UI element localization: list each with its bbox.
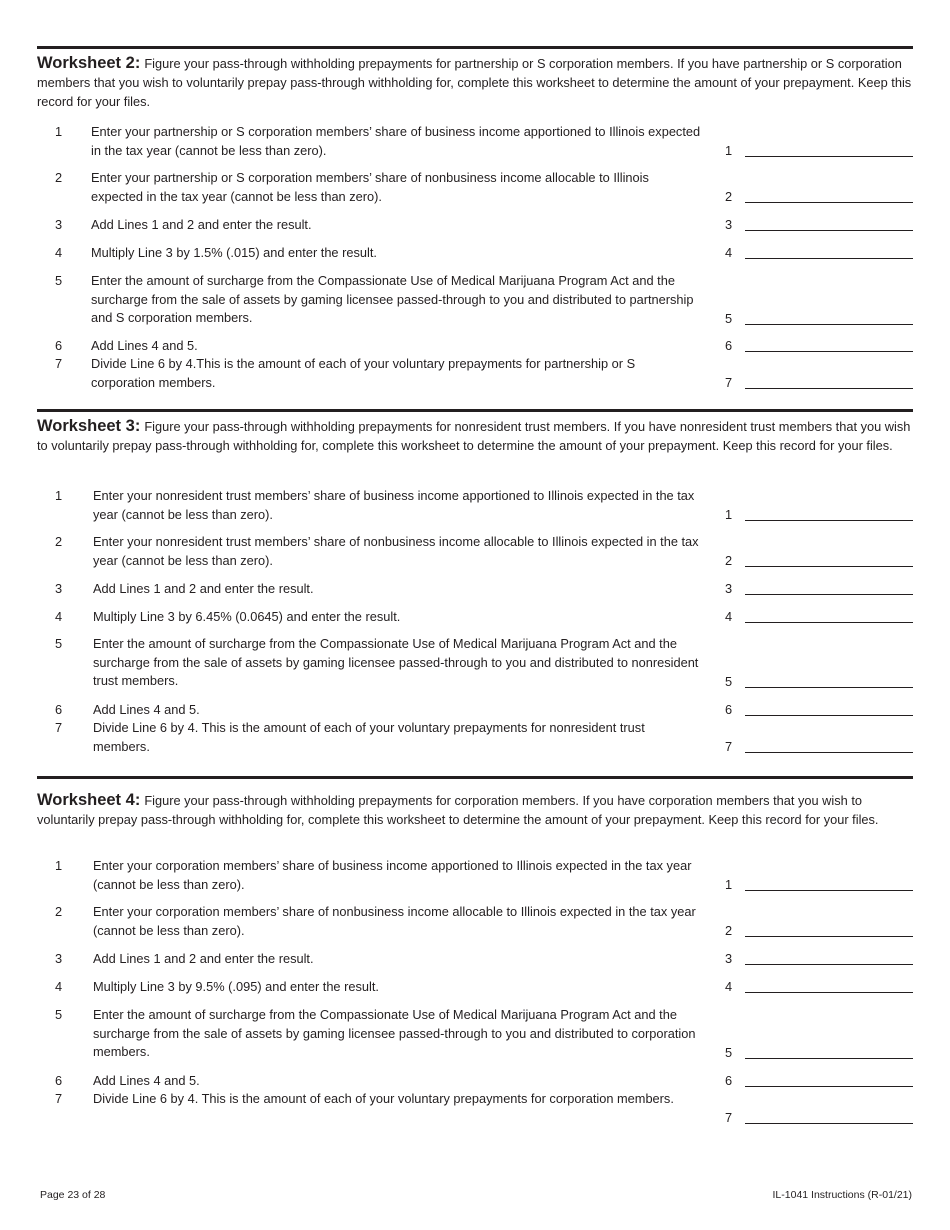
line-description: Enter your corporation members’ share of business income apportioned to Illinois expected in the tax year (cannot be less than zero). xyxy=(93,858,692,892)
worksheet-2-line-4 xyxy=(37,244,913,263)
worksheet-2-line-1-field[interactable] xyxy=(723,142,913,161)
worksheet-4-line-1 xyxy=(37,857,913,895)
worksheet-4-title: Worksheet 4: xyxy=(37,791,141,809)
line-number: 4 xyxy=(55,245,63,260)
field-label: 6 xyxy=(725,702,733,718)
worksheet-3-line-6 xyxy=(37,701,913,720)
worksheet-3-line-1 xyxy=(37,487,913,525)
worksheet-2-line-6-field[interactable] xyxy=(723,337,913,356)
answer-line[interactable] xyxy=(745,520,913,521)
page-number: Page 23 of 28 xyxy=(40,1189,106,1201)
worksheet-4-line-5 xyxy=(37,1006,913,1063)
line-description: Multiply Line 3 by 9.5% (.095) and enter the result. xyxy=(93,979,379,994)
answer-line[interactable] xyxy=(745,715,913,716)
answer-line[interactable] xyxy=(745,936,913,937)
worksheet-3-line-2 xyxy=(37,533,913,571)
worksheet-2-line-5 xyxy=(37,272,913,329)
field-label: 1 xyxy=(725,877,733,893)
answer-line[interactable] xyxy=(745,230,913,231)
field-label: 5 xyxy=(725,1045,733,1061)
line-number: 5 xyxy=(55,273,63,288)
line-number: 4 xyxy=(55,609,63,624)
worksheet-4-line-3-field[interactable] xyxy=(723,950,913,969)
field-label: 7 xyxy=(725,375,733,391)
line-number: 1 xyxy=(55,488,63,503)
worksheet-3-line-7-field[interactable] xyxy=(723,738,913,757)
answer-line[interactable] xyxy=(745,752,913,753)
line-number: 6 xyxy=(55,702,63,717)
line-description: Enter your partnership or S corporation members’ share of nonbusiness income allocable to Illinois expected in the tax year (cannot be less than zero). xyxy=(91,170,649,204)
worksheet-2-line-6 xyxy=(37,337,913,356)
answer-line[interactable] xyxy=(745,258,913,259)
line-description: Multiply Line 3 by 1.5% (.015) and enter the result. xyxy=(91,245,377,260)
line-number: 3 xyxy=(55,581,63,596)
worksheet-4-line-4 xyxy=(37,978,913,997)
line-description: Enter the amount of surcharge from the Compassionate Use of Medical Marijuana Program Act and the surcharge from the sale of assets by gaming licensee passed-through to you and distributed to nonresident trust members. xyxy=(93,636,699,689)
line-number: 3 xyxy=(55,217,63,232)
line-description: Enter your partnership or S corporation members’ share of business income apportioned to Illinois expected in the tax year (cannot be less than zero). xyxy=(91,124,701,158)
line-description: Multiply Line 3 by 6.45% (0.0645) and enter the result. xyxy=(93,609,401,624)
answer-line[interactable] xyxy=(745,156,913,157)
line-description: Add Lines 4 and 5. xyxy=(93,702,200,717)
field-label: 1 xyxy=(725,507,733,523)
worksheet-3-line-3 xyxy=(37,580,913,599)
field-label: 7 xyxy=(725,1110,733,1126)
line-description: Add Lines 4 and 5. xyxy=(91,338,198,353)
field-label: 4 xyxy=(725,245,733,261)
answer-line[interactable] xyxy=(745,202,913,203)
worksheet-2-line-7-field[interactable] xyxy=(723,374,913,393)
worksheet-2-line-7 xyxy=(37,355,913,393)
line-description: Enter your corporation members’ share of nonbusiness income allocable to Illinois expected in the tax year (cannot be less than zero). xyxy=(93,904,696,938)
field-label: 1 xyxy=(725,143,733,159)
field-label: 2 xyxy=(725,553,733,569)
line-number: 7 xyxy=(55,1091,63,1106)
worksheet-3 xyxy=(37,409,913,777)
worksheet-4-line-3 xyxy=(37,950,913,969)
field-label: 4 xyxy=(725,979,733,995)
answer-line[interactable] xyxy=(745,594,913,595)
worksheet-3-line-6-field[interactable] xyxy=(723,701,913,720)
field-label: 5 xyxy=(725,674,733,690)
worksheet-4-line-1-field[interactable] xyxy=(723,876,913,895)
field-label: 5 xyxy=(725,311,733,327)
line-description: Divide Line 6 by 4. This is the amount of each of your voluntary prepayments for nonresident trust members. xyxy=(93,720,645,754)
answer-line[interactable] xyxy=(745,992,913,993)
worksheet-2-line-5-field[interactable] xyxy=(723,310,913,329)
field-label: 4 xyxy=(725,609,733,625)
line-description: Divide Line 6 by 4.This is the amount of each of your voluntary prepayments for partnership or S corporation members. xyxy=(91,356,636,390)
line-description: Add Lines 4 and 5. xyxy=(93,1073,200,1088)
line-description: Enter your nonresident trust members’ share of nonbusiness income allocable to Illinois expected in the tax year (cannot be less than zero). xyxy=(93,534,699,568)
line-description: Enter the amount of surcharge from the Compassionate Use of Medical Marijuana Program Act and the surcharge from the sale of assets by gaming licensee passed-through to you and distributed to corporation members. xyxy=(93,1007,696,1060)
worksheet-3-line-5 xyxy=(37,635,913,692)
line-number: 2 xyxy=(55,904,63,919)
line-number: 2 xyxy=(55,534,63,549)
worksheet-2-intro: Worksheet 2: Figure your pass-through withholding prepayments for partnership or S corporation members. If you have partnership or S corporation members that you wish to voluntarily prepay pass-through withholding for, complete this worksheet to determine the amount of your prepayment. Keep this record for your files. xyxy=(37,54,912,109)
line-number: 7 xyxy=(55,720,63,735)
line-number: 4 xyxy=(55,979,63,994)
worksheet-3-line-3-field[interactable] xyxy=(723,580,913,599)
field-label: 3 xyxy=(725,217,733,233)
line-number: 6 xyxy=(55,338,63,353)
line-description: Divide Line 6 by 4. This is the amount of each of your voluntary prepayments for corporation members. xyxy=(93,1091,674,1106)
line-description: Enter the amount of surcharge from the Compassionate Use of Medical Marijuana Program Act and the surcharge from the sale of assets by gaming licensee passed-through to you and distributed to partnership and S corporation members. xyxy=(91,273,694,326)
answer-line[interactable] xyxy=(745,1086,913,1087)
line-number: 5 xyxy=(55,636,63,651)
answer-line[interactable] xyxy=(745,964,913,965)
worksheet-3-line-4 xyxy=(37,608,913,627)
worksheet-3-line-7 xyxy=(37,719,913,757)
worksheet-3-line-1-field[interactable] xyxy=(723,506,913,525)
field-label: 2 xyxy=(725,189,733,205)
line-description: Add Lines 1 and 2 and enter the result. xyxy=(93,581,314,596)
worksheet-2-line-4-field[interactable] xyxy=(723,244,913,263)
worksheet-3-line-2-field[interactable] xyxy=(723,552,913,571)
line-number: 3 xyxy=(55,951,63,966)
field-label: 3 xyxy=(725,951,733,967)
worksheet-2-line-2-field[interactable] xyxy=(723,188,913,207)
worksheet-4-intro: Worksheet 4: Figure your pass-through withholding prepayments for corporation members. If you have corporation members that you wish to voluntarily prepay pass-through withholding for, complete this worksheet to determine the amount of your prepayment. Keep this record for your files. xyxy=(37,791,879,827)
worksheet-3-intro: Worksheet 3: Figure your pass-through withholding prepayments for nonresident trust members. If you have nonresident trust members that you wish to voluntarily prepay pass-through withholding for, complete this worksheet to determine the amount of your prepayment. Keep this record for your files. xyxy=(37,417,911,453)
line-number: 1 xyxy=(55,858,63,873)
worksheet-4-line-7 xyxy=(37,1090,913,1128)
worksheet-2-title: Worksheet 2: xyxy=(37,54,141,72)
worksheet-4-line-6 xyxy=(37,1072,913,1091)
answer-line[interactable] xyxy=(745,324,913,325)
answer-line[interactable] xyxy=(745,1058,913,1059)
answer-line[interactable] xyxy=(745,566,913,567)
line-number: 6 xyxy=(55,1073,63,1088)
form-identifier: IL-1041 Instructions (R-01/21) xyxy=(772,1189,912,1201)
answer-line[interactable] xyxy=(745,351,913,352)
worksheet-4-line-2 xyxy=(37,903,913,941)
worksheet-2 xyxy=(37,46,913,410)
line-number: 5 xyxy=(55,1007,63,1022)
worksheet-3-title: Worksheet 3: xyxy=(37,417,141,435)
answer-line[interactable] xyxy=(745,622,913,623)
worksheet-4-line-5-field[interactable] xyxy=(723,1044,913,1063)
line-number: 2 xyxy=(55,170,63,185)
worksheet-2-line-1 xyxy=(37,123,913,161)
worksheet-4-line-6-field[interactable] xyxy=(723,1072,913,1091)
worksheet-2-line-3-field[interactable] xyxy=(723,216,913,235)
answer-line[interactable] xyxy=(745,388,913,389)
worksheet-2-line-3 xyxy=(37,216,913,235)
line-description: Add Lines 1 and 2 and enter the result. xyxy=(91,217,312,232)
worksheet-3-line-4-field[interactable] xyxy=(723,608,913,627)
line-description: Enter your nonresident trust members’ share of business income apportioned to Illinois expected in the tax year (cannot be less than zero). xyxy=(93,488,695,522)
field-label: 7 xyxy=(725,739,733,755)
answer-line[interactable] xyxy=(745,890,913,891)
worksheet-4-line-7-field[interactable] xyxy=(723,1109,913,1128)
worksheet-4 xyxy=(37,776,913,1136)
line-description: Add Lines 1 and 2 and enter the result. xyxy=(93,951,314,966)
line-number: 7 xyxy=(55,356,63,371)
worksheet-4-line-2-field[interactable] xyxy=(723,922,913,941)
worksheet-2-line-2 xyxy=(37,169,913,207)
answer-line[interactable] xyxy=(745,1123,913,1124)
field-label: 6 xyxy=(725,1073,733,1089)
answer-line[interactable] xyxy=(745,687,913,688)
field-label: 6 xyxy=(725,338,733,354)
field-label: 3 xyxy=(725,581,733,597)
worksheet-4-line-4-field[interactable] xyxy=(723,978,913,997)
field-label: 2 xyxy=(725,923,733,939)
worksheet-3-line-5-field[interactable] xyxy=(723,673,913,692)
line-number: 1 xyxy=(55,124,63,139)
